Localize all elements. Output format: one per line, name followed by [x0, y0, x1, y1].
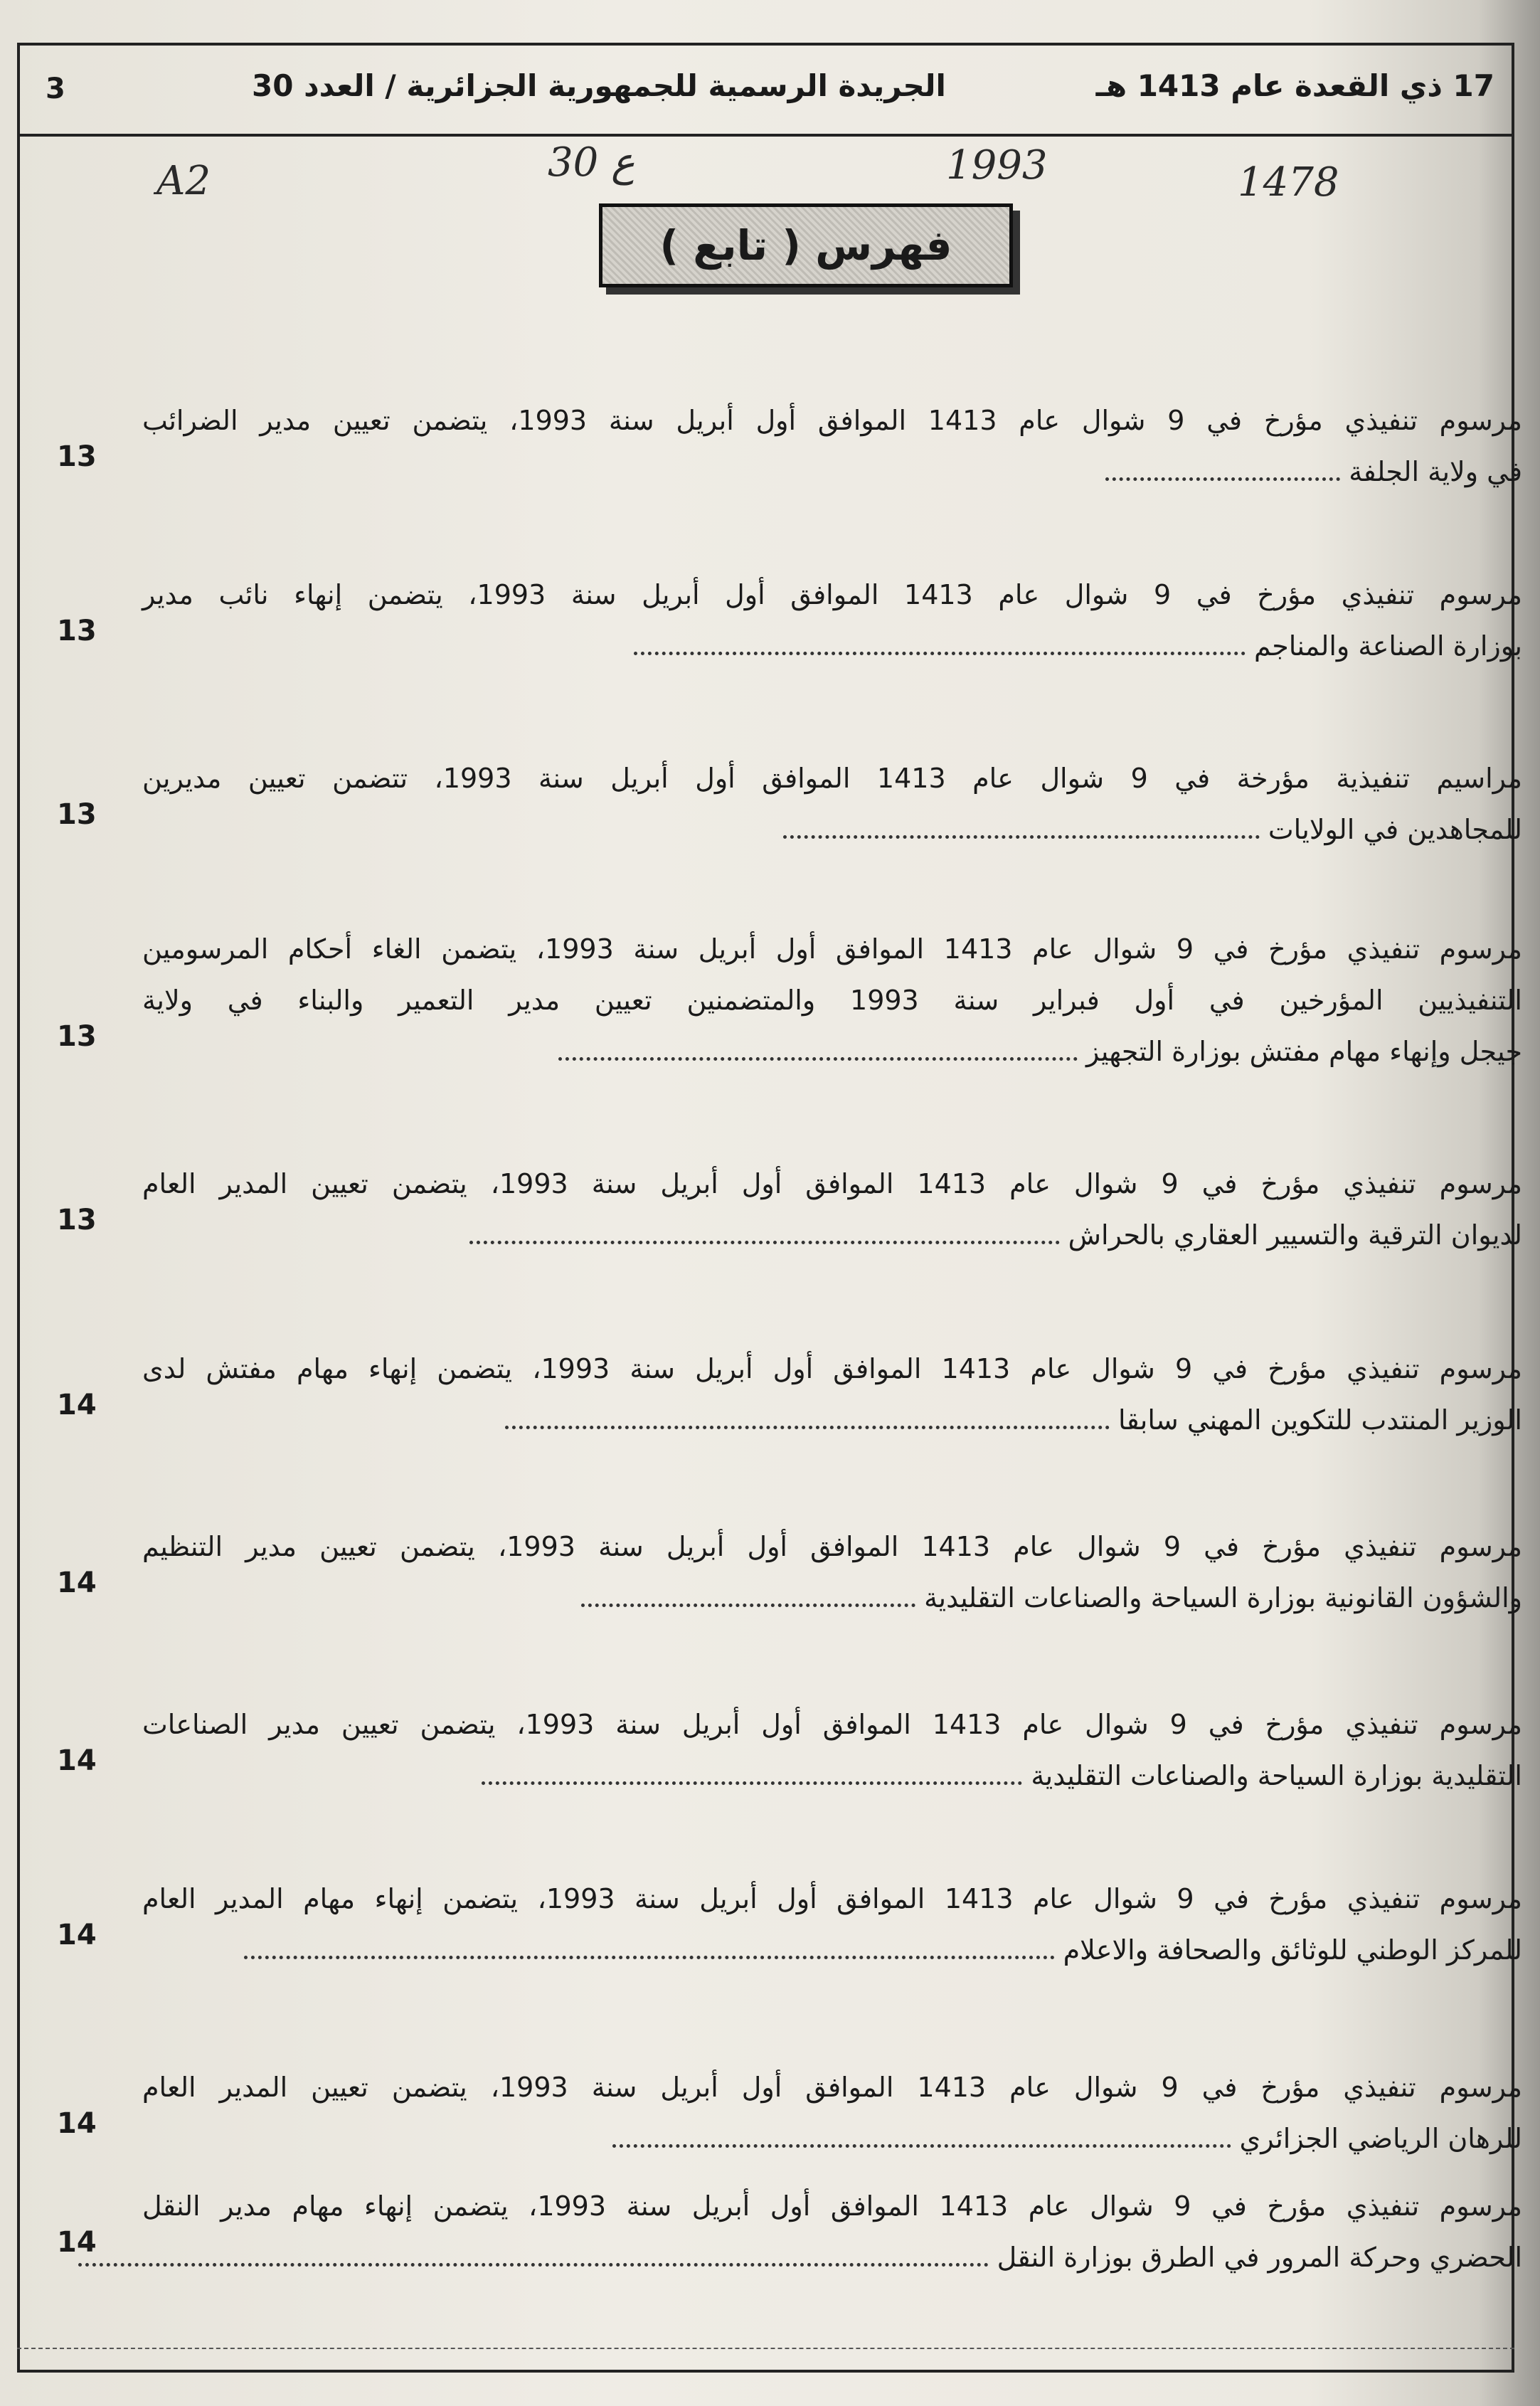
leader-dots: [581, 1601, 915, 1607]
toc-entry-text: الوزير المنتدب للتكوين المهني سابقا: [1117, 1404, 1522, 1436]
toc-entry-line: [142, 753, 1522, 804]
toc-entry: [142, 923, 1522, 1077]
toc-entry-text: بوزارة الصناعة والمناجم: [1254, 630, 1522, 662]
toc-entry: [142, 395, 1522, 497]
toc-entry-line: [142, 1394, 1522, 1446]
toc-page-number: 14: [57, 1919, 97, 1951]
toc-page-number: 13: [57, 615, 97, 647]
toc-entry-line: [142, 446, 1522, 497]
issue-date: 17 ذي القعدة عام 1413 هـ: [1095, 68, 1494, 103]
toc-entry-text: للمجاهدين في الولايات: [1268, 814, 1522, 845]
section-title: فهرس ( تابع ): [659, 221, 952, 270]
toc-entry-text: مرسوم تنفيذي مؤرخ في 9 شوال عام 1413 الموافق أول أبريل سنة 1993، يتضمن الغاء أحكام المرسومين: [142, 933, 1522, 965]
toc-entry-line: [142, 2180, 1522, 2232]
toc-entry-line: [142, 2232, 1522, 2283]
leader-dots: [244, 1953, 1055, 1959]
leader-dots: [469, 1238, 1060, 1244]
toc-entry: [142, 1521, 1522, 1623]
toc-entry-line: [142, 1343, 1522, 1394]
toc-page-number: 14: [57, 2107, 97, 2140]
toc-entry-text: التقليدية بوزارة السياحة والصناعات التقليدية: [1031, 1760, 1522, 1791]
toc-entry-text: مرسوم تنفيذي مؤرخ في 9 شوال عام 1413 الموافق أول أبريل سنة 1993، يتضمن تعيين مدير التنظيم: [142, 1531, 1522, 1562]
toc-entry-line: [142, 620, 1522, 672]
toc-entry-text: جيجل وإنهاء مهام مفتش بوزارة التجهيز: [1085, 1036, 1522, 1067]
toc-entry-line: [142, 395, 1522, 446]
handwritten-note: 30 ع: [548, 139, 635, 186]
toc-page-number: 13: [57, 440, 97, 473]
toc-entry-text: للرهان الرياضي الجزائري: [1239, 2123, 1522, 2154]
toc-entry-text: لديوان الترقية والتسيير العقاري بالحراش: [1068, 1219, 1522, 1251]
bottom-rule: [17, 2348, 1514, 2349]
toc-entry-line: [142, 1750, 1522, 1801]
toc-page-number: 14: [57, 1389, 97, 1421]
toc-page-number: 14: [57, 1567, 97, 1599]
leader-dots: [558, 1054, 1078, 1061]
toc-entry-text: مرسوم تنفيذي مؤرخ في 9 شوال عام 1413 الموافق أول أبريل سنة 1993، يتضمن إنهاء مهام المدير العام: [142, 1883, 1523, 1914]
toc-entry-text: والشؤون القانونية بوزارة السياحة والصناعات التقليدية: [924, 1582, 1522, 1613]
toc-page-number: 14: [57, 2226, 97, 2259]
toc-entry-line: [142, 1209, 1522, 1261]
leader-dots: [612, 2141, 1231, 2148]
toc-entry-text: مرسوم تنفيذي مؤرخ في 9 شوال عام 1413 الموافق أول أبريل سنة 1993، يتضمن تعيين المدير العام: [142, 2072, 1522, 2103]
toc-page-number: 13: [57, 1204, 97, 1236]
toc-entry: [142, 1343, 1522, 1446]
toc-entry-line: [142, 2113, 1522, 2164]
toc-page-number: 13: [57, 798, 97, 831]
handwritten-note: A2: [156, 158, 211, 204]
toc-entry-line: [142, 1572, 1522, 1623]
toc-entry-text: الحضري وحركة المرور في الطرق بوزارة النقل: [997, 2242, 1522, 2273]
leader-dots: [634, 649, 1246, 655]
toc-entry: [142, 1873, 1522, 1976]
toc-entry-line: [142, 1699, 1522, 1750]
toc-entry-line: [142, 2062, 1522, 2113]
toc-page-number: 13: [57, 1020, 97, 1053]
toc-entry-text: مراسيم تنفيذية مؤرخة في 9 شوال عام 1413 الموافق أول أبريل سنة 1993، تتضمن تعيين مديرين: [142, 763, 1522, 794]
toc-entry-line: [142, 975, 1522, 1026]
leader-dots: [1105, 475, 1340, 481]
toc-entry: [142, 2062, 1522, 2164]
leader-dots: [482, 1779, 1022, 1785]
toc-entry-line: [142, 1873, 1522, 1924]
handwritten-note: 1993: [946, 142, 1048, 189]
toc-entry: [142, 1158, 1522, 1261]
toc-entry-text: في ولاية الجلفة: [1349, 456, 1522, 487]
leader-dots: [505, 1423, 1110, 1429]
toc-entry-line: [142, 1158, 1522, 1209]
toc-entry: [142, 2180, 1522, 2283]
toc-entry-text: مرسوم تنفيذي مؤرخ في 9 شوال عام 1413 الموافق أول أبريل سنة 1993، يتضمن إنهاء مهام مفتش لدى: [142, 1353, 1523, 1384]
toc-entry: [142, 1699, 1522, 1801]
toc-entry-line: [142, 569, 1522, 620]
leader-dots: [78, 2260, 989, 2267]
handwritten-note: 1478: [1238, 159, 1339, 206]
toc-page-number: 14: [57, 1744, 97, 1777]
toc-entry-text: مرسوم تنفيذي مؤرخ في 9 شوال عام 1413 الموافق أول أبريل سنة 1993، يتضمن إنهاء مهام مدير النقل: [142, 2190, 1523, 2222]
toc-entry-text: مرسوم تنفيذي مؤرخ في 9 شوال عام 1413 الموافق أول أبريل سنة 1993، يتضمن تعيين مدير الضرائب: [142, 405, 1523, 436]
leader-dots: [783, 832, 1260, 839]
toc-entry-line: [142, 1026, 1522, 1077]
publication-title: الجريدة الرسمية للجمهورية الجزائرية / العدد 30: [252, 68, 946, 103]
toc-entry-line: [142, 923, 1522, 975]
toc-entry: [142, 753, 1522, 855]
toc-entry-text: مرسوم تنفيذي مؤرخ في 9 شوال عام 1413 الموافق أول أبريل سنة 1993، يتضمن تعيين المدير العام: [142, 1168, 1522, 1199]
toc-entry-text: مرسوم تنفيذي مؤرخ في 9 شوال عام 1413 الموافق أول أبريل سنة 1993، يتضمن إنهاء نائب مدير: [142, 579, 1523, 610]
toc-entry-text: مرسوم تنفيذي مؤرخ في 9 شوال عام 1413 الموافق أول أبريل سنة 1993، يتضمن تعيين مدير الصناعات: [142, 1709, 1522, 1740]
toc-entry-line: [142, 1521, 1522, 1572]
toc-entry-text: التنفيذيين المؤرخين في أول فبراير سنة 1993 والمتضمنين تعيين مدير التعمير والبناء في ولاية: [142, 985, 1522, 1016]
toc-entry-text: للمركز الوطني للوثائق والصحافة والاعلام: [1063, 1934, 1522, 1966]
toc-entry-line: [142, 804, 1522, 855]
page-number: 3: [46, 73, 65, 105]
toc-entry-line: [142, 1924, 1522, 1976]
toc-entry: [142, 569, 1522, 672]
